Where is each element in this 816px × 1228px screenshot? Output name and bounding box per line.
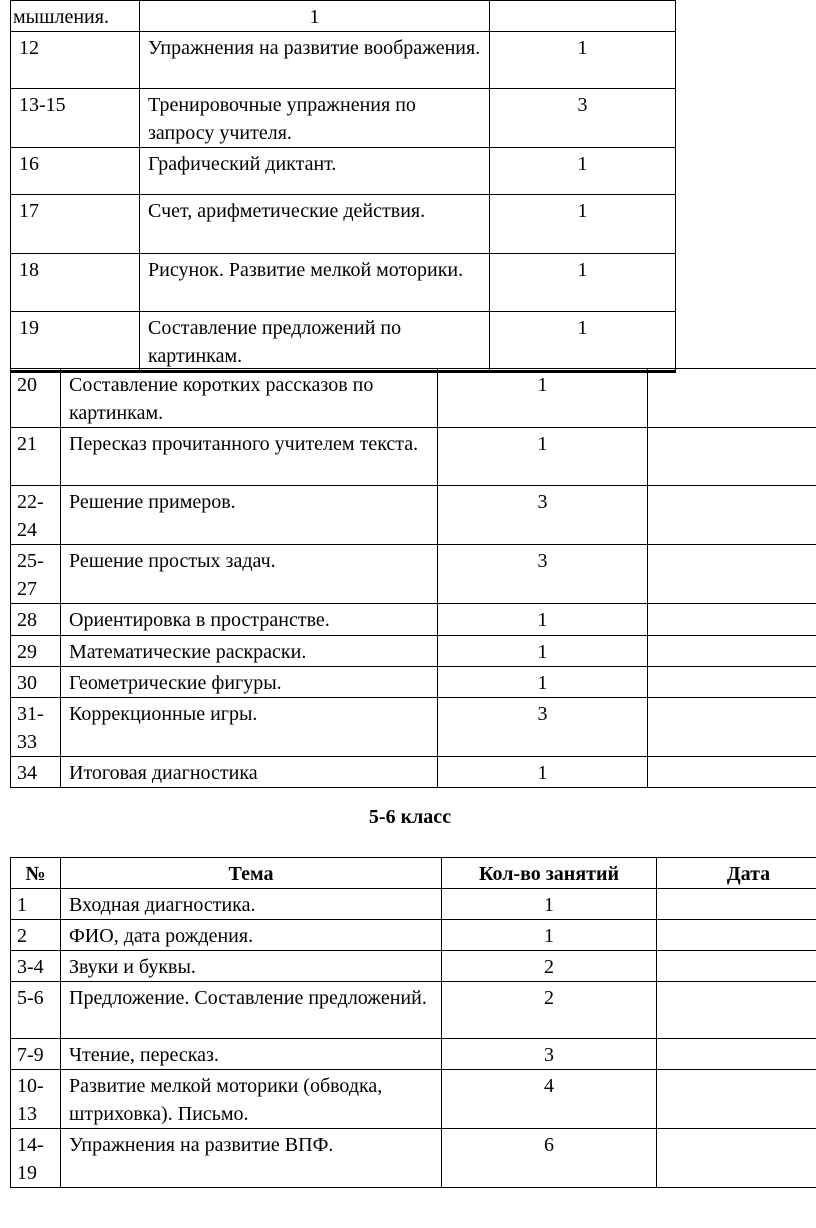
table-row bbox=[11, 667, 816, 698]
cell-topic: Графический диктант. bbox=[140, 148, 490, 195]
cell-topic: Чтение, пересказ. bbox=[61, 1039, 442, 1070]
cell-num: 16 bbox=[11, 148, 140, 195]
cell-num: мышления. bbox=[11, 1, 140, 32]
table-row bbox=[11, 636, 816, 667]
cell-topic: Математические раскраски. bbox=[61, 636, 438, 667]
table-row bbox=[11, 920, 816, 951]
cell-count: 4 bbox=[442, 1070, 657, 1129]
table-row bbox=[11, 604, 816, 636]
lesson-plan-table-grade-5-6 bbox=[10, 857, 816, 1188]
cell-date bbox=[648, 428, 816, 486]
cell-date bbox=[648, 369, 816, 428]
cell-topic: Решение простых задач. bbox=[61, 545, 438, 604]
cell-num: 10-13 bbox=[11, 1070, 61, 1129]
cell-topic: 1 bbox=[140, 1, 490, 32]
cell-topic: Составление коротких рассказов по картинкам. bbox=[61, 369, 438, 428]
cell-num: 25-27 bbox=[11, 545, 61, 604]
cell-num: 7-9 bbox=[11, 1039, 61, 1070]
cell-count: 1 bbox=[442, 920, 657, 951]
table-row bbox=[11, 982, 816, 1039]
table-row bbox=[11, 1070, 816, 1129]
cell-topic: Предложение. Составление предложений. bbox=[61, 982, 442, 1039]
table-row bbox=[11, 1, 676, 32]
cell-num: 28 bbox=[11, 604, 61, 636]
cell-num: 34 bbox=[11, 757, 61, 788]
table-row bbox=[11, 148, 676, 195]
lesson-plan-table-continued-2 bbox=[10, 368, 816, 788]
cell-num: 18 bbox=[11, 254, 140, 312]
cell-count: 2 bbox=[442, 982, 657, 1039]
cell-date bbox=[648, 545, 816, 604]
cell-topic: Счет, арифметические действия. bbox=[140, 195, 490, 254]
cell-topic: Итоговая диагностика bbox=[61, 757, 438, 788]
cell-topic: Упражнения на развитие воображения. bbox=[140, 32, 490, 89]
cell-topic: Ориентировка в пространстве. bbox=[61, 604, 438, 636]
cell-count: 1 bbox=[490, 32, 676, 89]
cell-topic: Звуки и буквы. bbox=[61, 951, 442, 982]
cell-date bbox=[657, 889, 816, 920]
lesson-plan-table-continued bbox=[10, 0, 676, 373]
table-header-row bbox=[11, 858, 816, 889]
cell-date bbox=[648, 486, 816, 545]
cell-date bbox=[657, 1039, 816, 1070]
table-row bbox=[11, 195, 676, 254]
table-row bbox=[11, 1129, 816, 1188]
table3-body bbox=[11, 858, 816, 1188]
cell-count: 3 bbox=[438, 545, 648, 604]
cell-topic: Коррекционные игры. bbox=[61, 698, 438, 757]
cell-date bbox=[648, 698, 816, 757]
cell-count: 3 bbox=[490, 89, 676, 148]
table-row bbox=[11, 889, 816, 920]
cell-num: 22-24 bbox=[11, 486, 61, 545]
table-row bbox=[11, 757, 816, 788]
cell-count: 3 bbox=[438, 486, 648, 545]
cell-count: 1 bbox=[438, 428, 648, 486]
cell-count: 1 bbox=[438, 757, 648, 788]
cell-topic: Геометрические фигуры. bbox=[61, 667, 438, 698]
cell-count: 1 bbox=[442, 889, 657, 920]
cell-topic: Пересказ прочитанного учителем текста. bbox=[61, 428, 438, 486]
header-count: Кол-во занятий bbox=[442, 858, 657, 889]
section-heading: 5-6 класс bbox=[368, 806, 452, 828]
cell-num: 19 bbox=[11, 312, 140, 372]
cell-count: 3 bbox=[442, 1039, 657, 1070]
table-row bbox=[11, 951, 816, 982]
cell-num: 30 bbox=[11, 667, 61, 698]
cell-num: 21 bbox=[11, 428, 61, 486]
cell-count: 1 bbox=[438, 667, 648, 698]
cell-topic: Рисунок. Развитие мелкой моторики. bbox=[140, 254, 490, 312]
cell-count: 3 bbox=[438, 698, 648, 757]
cell-count: 6 bbox=[442, 1129, 657, 1188]
cell-num: 1 bbox=[11, 889, 61, 920]
cell-count: 1 bbox=[438, 604, 648, 636]
header-num: № bbox=[11, 858, 61, 889]
header-topic: Тема bbox=[61, 858, 442, 889]
table-row bbox=[11, 312, 676, 372]
table2-body bbox=[11, 369, 816, 788]
cell-num: 29 bbox=[11, 636, 61, 667]
cell-topic: ФИО, дата рождения. bbox=[61, 920, 442, 951]
cell-num: 31-33 bbox=[11, 698, 61, 757]
cell-topic: Входная диагностика. bbox=[61, 889, 442, 920]
cell-date bbox=[648, 667, 816, 698]
cell-num: 5-6 bbox=[11, 982, 61, 1039]
cell-date bbox=[657, 920, 816, 951]
table-row bbox=[11, 486, 816, 545]
cell-count: 1 bbox=[490, 148, 676, 195]
cell-count: 1 bbox=[490, 254, 676, 312]
cell-date bbox=[648, 636, 816, 667]
table-row bbox=[11, 545, 816, 604]
cell-num: 20 bbox=[11, 369, 61, 428]
table-row bbox=[11, 1039, 816, 1070]
cell-num: 3-4 bbox=[11, 951, 61, 982]
table-row bbox=[11, 369, 816, 428]
table-row bbox=[11, 428, 816, 486]
cell-count: 1 bbox=[490, 312, 676, 372]
cell-count: 1 bbox=[438, 636, 648, 667]
cell-num: 12 bbox=[11, 32, 140, 89]
cell-date bbox=[657, 1129, 816, 1188]
cell-date bbox=[657, 951, 816, 982]
cell-count: 2 bbox=[442, 951, 657, 982]
cell-topic: Развитие мелкой моторики (обводка, штриховка). Письмо. bbox=[61, 1070, 442, 1129]
cell-date bbox=[657, 1070, 816, 1129]
table-row bbox=[11, 698, 816, 757]
cell-count bbox=[490, 1, 676, 32]
header-date: Дата bbox=[657, 858, 816, 889]
cell-num: 13-15 bbox=[11, 89, 140, 148]
cell-topic: Составление предложений по картинкам. bbox=[140, 312, 490, 372]
table-row bbox=[11, 32, 676, 89]
cell-date bbox=[648, 757, 816, 788]
cell-date bbox=[657, 982, 816, 1039]
cell-num: 17 bbox=[11, 195, 140, 254]
cell-topic: Решение примеров. bbox=[61, 486, 438, 545]
table-row bbox=[11, 89, 676, 148]
cell-count: 1 bbox=[438, 369, 648, 428]
cell-topic: Упражнения на развитие ВПФ. bbox=[61, 1129, 442, 1188]
cell-num: 2 bbox=[11, 920, 61, 951]
cell-topic: Тренировочные упражнения по запросу учителя. bbox=[140, 89, 490, 148]
table1-body bbox=[11, 1, 676, 372]
cell-date bbox=[648, 604, 816, 636]
cell-count: 1 bbox=[490, 195, 676, 254]
table-row bbox=[11, 254, 676, 312]
cell-num: 14-19 bbox=[11, 1129, 61, 1188]
